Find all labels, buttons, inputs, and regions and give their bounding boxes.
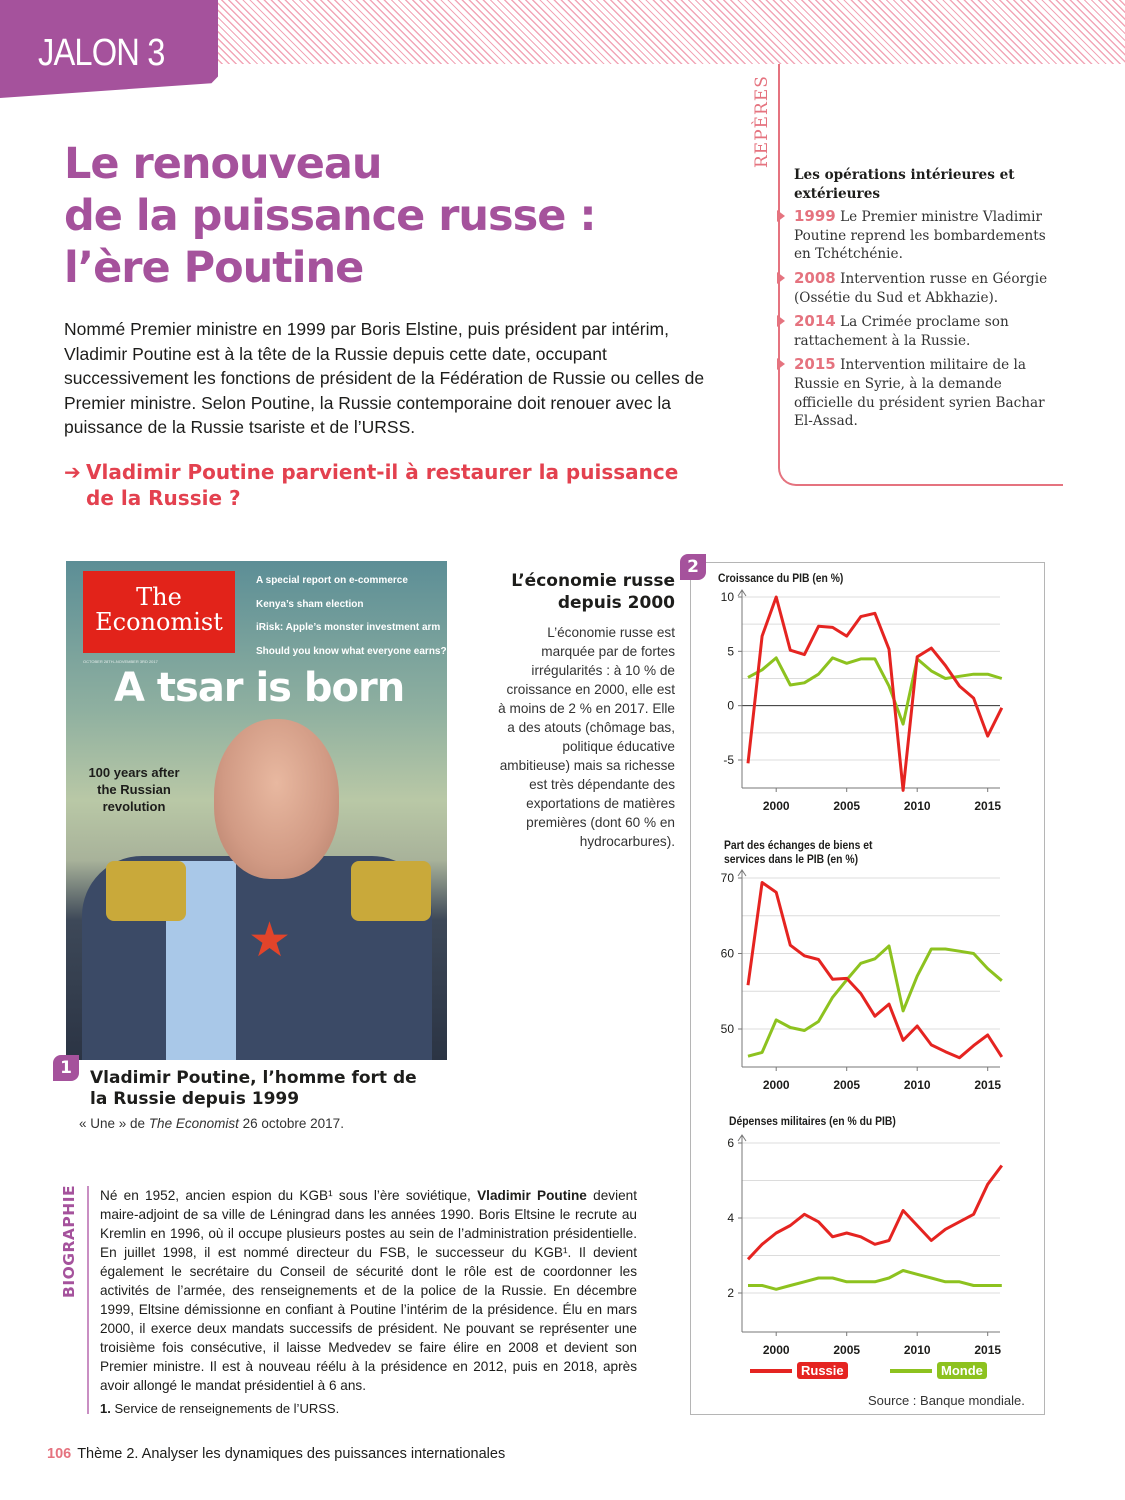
svg-text:5: 5 [727,644,734,659]
question-line: de la Russie ? [86,486,241,510]
document-number-badge: 1 [53,1055,79,1081]
cover-subhead: 100 years after the Russian revolution [88,765,180,814]
svg-text:2000: 2000 [762,1078,790,1092]
legend-line-monde [890,1369,932,1373]
svg-text:2: 2 [727,1286,734,1300]
red-star-icon: ★ [248,912,292,968]
theme-label: Thème 2. Analyser les dynamiques des puissances internationales [77,1446,506,1462]
svg-text:0: 0 [727,698,734,713]
cover-teaser: Kenya’s sham election [256,598,364,610]
svg-text:2010: 2010 [903,1343,931,1357]
bio-text-part: devient maire-adjoint de sa ville de Léningrad dans les années 1990. Boris Eltsine le recrute au Kremlin en 1996, où il occupe plusieurs postes au sein de l’administration présidentielle. En juillet 1998, il est nommé directeur du FSB, le successeur du KGB¹. Il devient également le secrétaire du Conseil de sécurité dont le rôle est de coordonner les activités de l’armée, des renseignements et de la police de la Russie. En décembre 1999, Eltsine démissionne en confiant à Poutine l’intérim de la présidence. Élu en mars 2000, il exerce deux mandats successifs de président. Ne pouvant se représenter une troisième fois consécutive, il laisse Medvedev se faire élire en 2008 et devient son Premier ministre. Il est à nouveau réélu à la présidence en 2012, puis en 2018, après avoir allongé le mandat présidentiel à 6 ans. [100,1188,637,1393]
page-number: 106 [47,1446,72,1462]
caption-text: « Une » de [79,1116,149,1131]
svg-text:2010: 2010 [903,1078,931,1092]
svg-text:2015: 2015 [974,1343,1002,1357]
bio-name: Vladimir Poutine [477,1188,587,1203]
timeline-text: Intervention russe en Géorgie (Ossétie du Sud et Abkhazie). [794,270,1048,306]
cover-date: OCTOBER 28TH–NOVEMBER 3RD 2017 [83,659,158,664]
timeline-year: 1999 [794,207,836,226]
document-number-badge: 2 [680,554,706,580]
legend-label-russie: Russie [797,1362,848,1379]
svg-text:2005: 2005 [833,799,861,813]
svg-text:2005: 2005 [833,1078,861,1092]
chart-source: Source : Banque mondiale. [868,1393,1025,1408]
title-line: de la puissance russe : [64,191,596,241]
svg-text:2010: 2010 [903,799,931,813]
doc2-title: L’économie russe depuis 2000 [511,571,675,613]
doc1-title: Vladimir Poutine, l’homme fort de la Russie depuis 1999 [90,1068,417,1109]
cover-teaser: A special report on e-commerce [256,575,408,586]
svg-text:10: 10 [720,590,734,604]
chart-title-military-spending: Dépenses militaires (en % du PIB) [729,1116,896,1128]
timeline-year: 2015 [794,355,836,374]
chart-title-trade-share: Part des échanges de biens et services dans le PIB (en %) [724,840,873,866]
page-footer [47,1446,505,1462]
legend-line-russie [750,1369,792,1373]
logo-text: The [136,583,182,611]
doc2-description: L’économie russe est marquée par de fortes irrégularités : à 10 % de croissance en 2000, elle est à moins de 2 % en 2017. Elle a des atouts (chômage bas, politique éducative ambitieuse) mais sa richesse est très dépendante des exportations de matières premières (dont 60 % en hydrocarbures). [498,625,675,849]
cover-headline: A tsar is born [114,665,405,711]
timeline-text: Intervention militaire de la Russie en Syrie, à la demande officielle du président syrien Bachar El-Assad. [794,357,1045,430]
caption-source: The Economist [148,1116,239,1131]
legend-label-monde: Monde [937,1362,987,1379]
caption-text: 26 octobre 2017. [238,1116,344,1131]
arrow-right-icon: ➔ [64,460,81,484]
biography-rule [87,1186,89,1414]
jalon-label: JALON 3 [38,32,165,74]
cover-teaser: Should you know what everyone earns? [256,645,447,657]
svg-text:4: 4 [727,1211,734,1225]
timeline-text: Le Premier ministre Vladimir Poutine reprend les bombardements en Tchétchénie. [794,209,1046,263]
svg-text:50: 50 [720,1022,734,1036]
reperes-heading: Les opérations intérieures et extérieures [794,167,1015,202]
chart-title-gdp-growth: Croissance du PIB (en %) [718,573,844,585]
svg-text:70: 70 [720,871,734,885]
svg-text:2005: 2005 [833,1343,861,1357]
svg-text:-5: -5 [723,753,734,767]
footnote-number: 1. [100,1401,111,1416]
biography-tag: BIOGRAPHIE [60,1184,78,1298]
title-line: Le renouveau [64,139,382,189]
title-line: l’ère Poutine [64,243,364,293]
timeline-text: La Crimée proclame son rattachement à la Russie. [794,314,1009,349]
footnote [100,1401,339,1416]
svg-text:2015: 2015 [974,799,1002,813]
svg-text:6: 6 [727,1136,734,1150]
svg-text:2000: 2000 [762,1343,790,1357]
cover-teaser: iRisk: Apple’s monster investment arm [256,622,441,633]
footnote-text: Service de renseignements de l’URSS. [110,1401,340,1416]
question-line: Vladimir Poutine parvient-il à restaurer la puissance [86,460,679,484]
timeline-year: 2008 [794,268,836,287]
svg-text:2015: 2015 [974,1078,1002,1092]
svg-text:2000: 2000 [762,799,790,813]
timeline-year: 2014 [794,312,836,331]
bio-text-part: Né en 1952, ancien espion du KGB¹ sous l’ère soviétique, [100,1188,478,1203]
reperes-tag: REPÈRES [752,75,772,168]
svg-text:60: 60 [720,946,734,961]
logo-text: Economist [95,608,223,636]
intro-paragraph: Nommé Premier ministre en 1999 par Boris Elstine, puis président par intérim, Vladimir Poutine est à la tête de la Russie depuis cette date, occupant successivement les fonctions de président de la Fédération de Russie ou celles de Premier ministre. Selon Poutine, la Russie contemporaine doit renouer avec la puissance de la Russie tsariste et de l’URSS. [64,319,705,437]
biography-text [100,1186,637,1395]
